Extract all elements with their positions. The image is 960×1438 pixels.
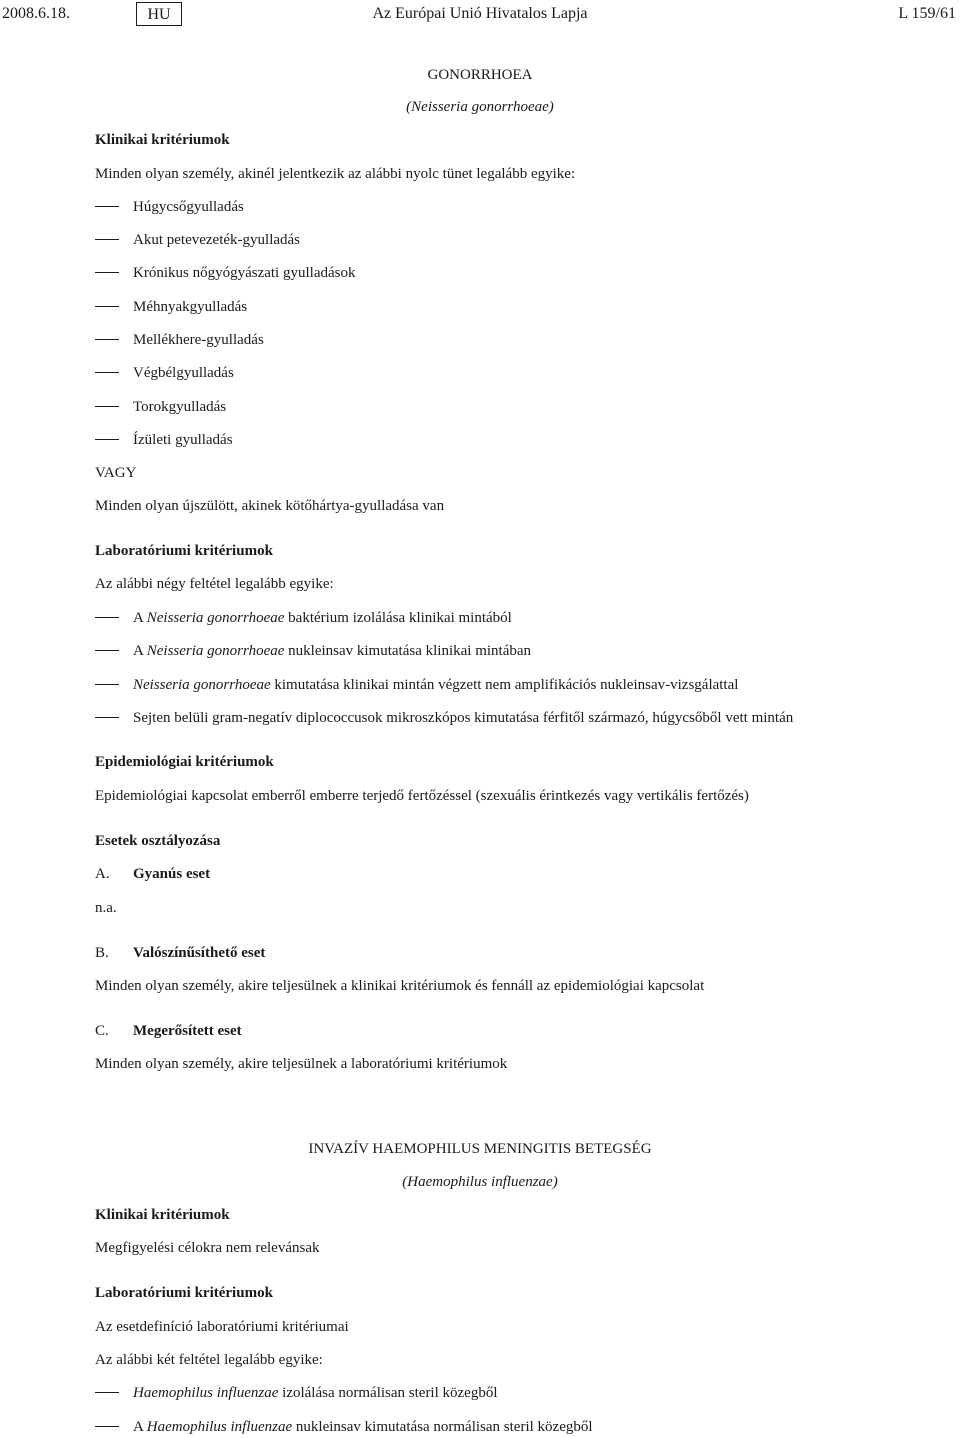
dash-bullet xyxy=(95,439,119,440)
list-item: A Neisseria gonorrhoeae nukleinsav kimutatása klinikai mintában xyxy=(133,643,532,659)
dash-bullet xyxy=(95,717,119,718)
dash-bullet xyxy=(95,406,119,407)
organism-name: Haemophilus influenzae xyxy=(133,1385,279,1401)
haemophilus-clinical-heading: Klinikai kritériumok xyxy=(95,1207,230,1223)
language-badge: HU xyxy=(136,2,182,26)
dash-bullet xyxy=(95,1426,119,1427)
haemophilus-lab-line2: Az alábbi két feltétel legalább egyike: xyxy=(95,1352,323,1368)
haemophilus-lab-heading: Laboratóriumi kritériumok xyxy=(95,1285,273,1301)
class-a-text: n.a. xyxy=(95,900,117,916)
clinical-criteria-heading: Klinikai kritériumok xyxy=(95,132,230,148)
dash-bullet xyxy=(95,617,119,618)
dash-bullet xyxy=(95,206,119,207)
class-c-text: Minden olyan személy, akire teljesülnek a laboratóriumi kritériumok xyxy=(95,1056,508,1072)
haemophilus-subtitle: (Haemophilus influenzae) xyxy=(402,1174,558,1190)
list-item: Sejten belüli gram-negatív diplococcusok mikroszkópos kimutatása férfitől származó, húgycsőből vett mintán xyxy=(133,710,794,726)
list-item: Mellékhere-gyulladás xyxy=(133,332,264,348)
class-b-title: Valószínűsíthető eset xyxy=(133,945,266,961)
clinical-criteria-intro: Minden olyan személy, akinél jelentkezik az alábbi nyolc tünet legalább egyike: xyxy=(95,166,576,182)
journal-title: Az Európai Unió Hivatalos Lapja xyxy=(372,5,588,22)
list-item: A Haemophilus influenzae nukleinsav kimutatása normálisan steril közegből xyxy=(133,1419,593,1435)
page-header xyxy=(0,5,960,29)
class-c-label: C. xyxy=(95,1023,109,1039)
organism-name: Neisseria gonorrhoeae xyxy=(146,643,285,659)
organism-name: Haemophilus influenzae xyxy=(146,1419,293,1435)
class-b-label: B. xyxy=(95,945,109,961)
organism-name: Neisseria gonorrhoeae xyxy=(133,677,271,693)
haemophilus-title: INVAZÍV HAEMOPHILUS MENINGITIS BETEGSÉG xyxy=(308,1141,652,1157)
case-classification-heading: Esetek osztályozása xyxy=(95,833,221,849)
lab-criteria-intro: Az alábbi négy feltétel legalább egyike: xyxy=(95,576,334,592)
list-item: Torokgyulladás xyxy=(133,399,227,415)
dash-bullet xyxy=(95,1392,119,1393)
dash-bullet xyxy=(95,272,119,273)
dash-bullet xyxy=(95,650,119,651)
or-separator: VAGY xyxy=(95,465,137,481)
dash-bullet xyxy=(95,239,119,240)
list-item: Végbélgyulladás xyxy=(133,365,234,381)
haemophilus-lab-line1: Az esetdefiníció laboratóriumi kritériumai xyxy=(95,1319,349,1335)
lab-criteria-heading: Laboratóriumi kritériumok xyxy=(95,543,273,559)
dash-bullet xyxy=(95,372,119,373)
haemophilus-clinical-text: Megfigyelési célokra nem relevánsak xyxy=(95,1240,320,1256)
dash-bullet xyxy=(95,684,119,685)
class-a-label: A. xyxy=(95,866,110,882)
class-a-title: Gyanús eset xyxy=(133,866,211,882)
epi-criteria-heading: Epidemiológiai kritériumok xyxy=(95,754,274,770)
list-item: Méhnyakgyulladás xyxy=(133,299,248,315)
class-b-text: Minden olyan személy, akire teljesülnek a klinikai kritériumok és fennáll az epidemiológiai kapcsolat xyxy=(95,978,705,994)
list-item: Haemophilus influenzae izolálása normálisan steril közegből xyxy=(133,1385,498,1401)
list-item: Akut petevezeték-gyulladás xyxy=(133,232,301,248)
organism-name: Neisseria gonorrhoeae xyxy=(146,610,285,626)
dash-bullet xyxy=(95,306,119,307)
newborn-criterion: Minden olyan újszülött, akinek kötőhártya-gyulladása van xyxy=(95,498,445,514)
list-item: Húgycsőgyulladás xyxy=(133,199,244,215)
gonorrhoea-subtitle: (Neisseria gonorrhoeae) xyxy=(406,99,554,115)
gonorrhoea-title: GONORRHOEA xyxy=(427,67,533,83)
publication-date: 2008.6.18. xyxy=(2,5,70,22)
epi-criteria-text: Epidemiológiai kapcsolat emberről emberre terjedő fertőzéssel (szexuális érintkezés vagy vertikális fertőzés) xyxy=(95,788,749,804)
list-item: Krónikus nőgyógyászati gyulladások xyxy=(133,265,356,281)
class-c-title: Megerősített eset xyxy=(133,1023,242,1039)
list-item: Neisseria gonorrhoeae kimutatása klinikai mintán végzett nem amplifikációs nukleinsav-vizsgálattal xyxy=(133,677,739,693)
list-item: A Neisseria gonorrhoeae baktérium izolálása klinikai mintából xyxy=(133,610,512,626)
page-number: L 159/61 xyxy=(898,5,956,22)
dash-bullet xyxy=(95,339,119,340)
list-item: Ízületi gyulladás xyxy=(133,432,233,448)
